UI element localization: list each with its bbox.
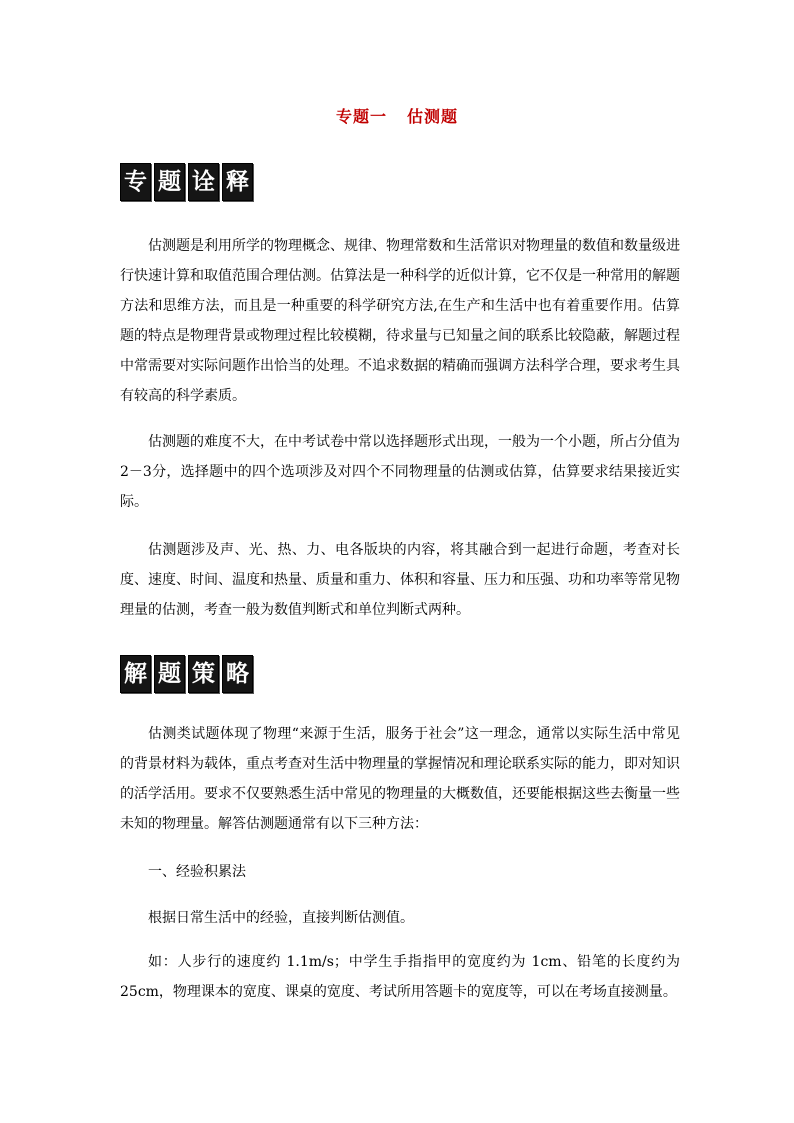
banner-char: 专 (120, 163, 151, 201)
banner-char: 策 (188, 655, 219, 693)
banner-char: 略 (222, 655, 253, 693)
banner-char: 诠 (188, 163, 219, 201)
paragraph-strategy: 估测类试题体现了物理“来源于生活，服务于社会”这一理念，通常以实际生活中常见的背景材料为载体，重点考查对生活中物理量的掌握情况和理论联系实际的能力，即对知识的活学活用。要求不仅要熟悉生活中常见的物理量的大概数值，还要能根据这些去衡量一些未知的物理量。解答估测题通常有以下三种方法： (120, 726, 680, 832)
paragraph-difficulty: 估测题的难度不大，在中考试卷中常以选择题形式出现，一般为一个小题，所占分值为2－3分，选择题中的四个选项涉及对四个不同物理量的估测或估算，估算要求结果接近实际。 (120, 434, 680, 510)
paragraph-example: 如：人步行的速度约 1.1m/s；中学生手指指甲的宽度约为 1cm、铅笔的长度约为 25cm，物理课本的宽度、课桌的宽度、考试所用答题卡的宽度等，可以在考场直接测量。 (120, 954, 680, 1000)
section-banner-strategy (120, 655, 253, 693)
page-title (0, 104, 794, 127)
section-banner-explanation (120, 163, 253, 201)
method-heading: 一、经验积累法 (148, 864, 246, 880)
paragraph-scope: 估测题涉及声、光、热、力、电各版块的内容，将其融合到一起进行命题，考查对长度、速度、时间、温度和热量、质量和重力、体积和容量、压力和压强、功和功率等常见物理量的估测，考查一般为数值判断式和单位判断式两种。 (120, 542, 680, 618)
banner-char: 释 (222, 163, 253, 201)
banner-char: 题 (154, 163, 185, 201)
method-description: 根据日常生活中的经验，直接判断估测值。 (148, 910, 414, 926)
banner-char: 题 (154, 655, 185, 693)
title-topic-number: 专题一 (335, 107, 387, 126)
banner-char: 解 (120, 655, 151, 693)
paragraph-definition: 估测题是利用所学的物理概念、规律、物理常数和生活常识对物理量的数值和数量级进行快速计算和取值范围合理估测。估算法是一种科学的近似计算，它不仅是一种常用的解题方法和思维方法，而且是一种重要的科学研究方法,在生产和生活中也有着重要作用。估算题的特点是物理背景或物理过程比较模糊，待求量与已知量之间的联系比较隐蔽，解题过程中常需要对实际问题作出恰当的处理。不追求数据的精确而强调方法科学合理，要求考生具有较高的科学素质。 (120, 238, 680, 404)
title-topic-name: 估测题 (407, 107, 459, 126)
